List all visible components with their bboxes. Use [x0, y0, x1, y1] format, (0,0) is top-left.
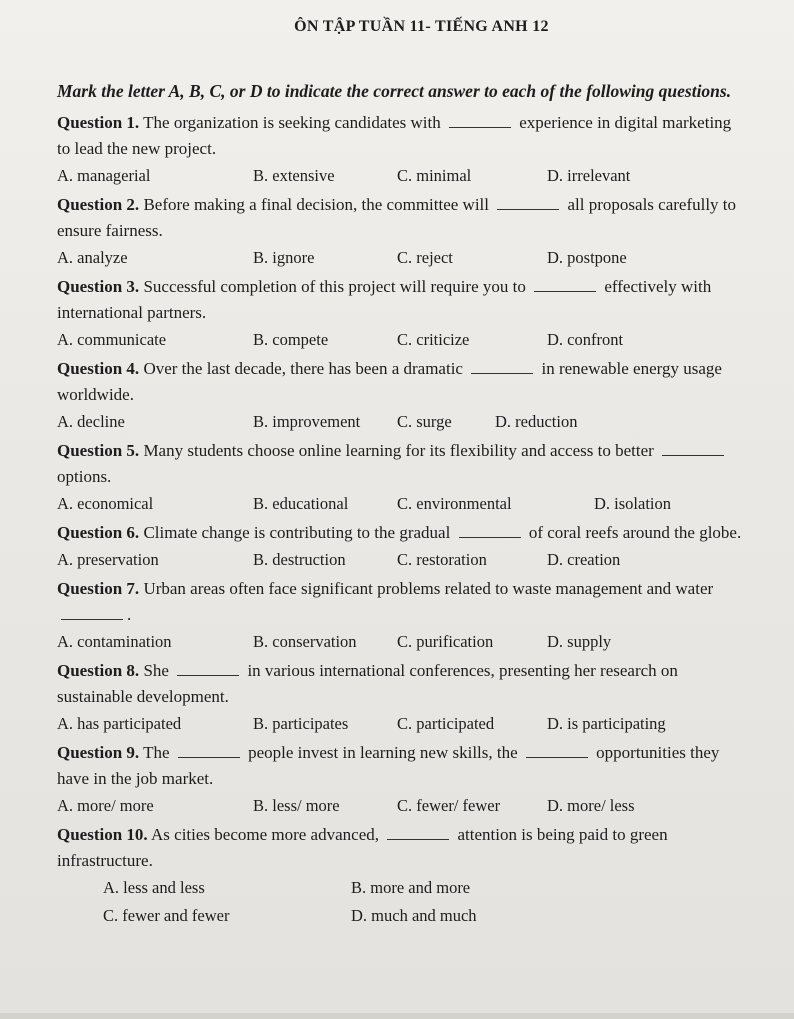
option-b: B. participates — [253, 714, 349, 733]
question-stem-start: Many students choose online learning for its flexibility and access to better — [143, 441, 654, 460]
question-stem-end: all proposals carefully to ensure fairness. — [57, 195, 737, 240]
options-row — [57, 710, 746, 738]
option-d: D. much and much — [351, 906, 477, 925]
question-stem-end: in various international conferences, presenting her research on sustainable development. — [57, 661, 678, 706]
answer-blank — [178, 743, 240, 758]
options-row — [57, 490, 746, 518]
question-stem-end: . — [127, 605, 132, 624]
question-label: Question 8. — [57, 661, 140, 680]
question-stem-start: Urban areas often face significant problems related to waste management and water — [143, 579, 714, 598]
options-grid — [57, 874, 746, 930]
answer-blank — [471, 359, 533, 374]
question-5 — [57, 438, 746, 490]
answer-blank — [177, 661, 239, 676]
option-d: D. postpone — [547, 248, 627, 267]
question-stem-end: in renewable energy usage worldwide. — [57, 359, 722, 404]
options-row — [57, 244, 746, 272]
question-9 — [57, 740, 746, 792]
question-7 — [57, 576, 746, 628]
answer-blank — [526, 743, 588, 758]
option-b: B. conservation — [253, 632, 357, 651]
answer-blank — [534, 277, 596, 292]
options-row — [57, 792, 746, 820]
question-label: Question 1. — [57, 113, 140, 132]
option-a: A. less and less — [103, 878, 205, 897]
question-stem-start: Successful completion of this project will require you to — [143, 277, 526, 296]
option-b: B. less/ more — [253, 796, 340, 815]
option-a: A. more/ more — [57, 796, 154, 815]
option-a: A. analyze — [57, 248, 128, 267]
option-c: C. reject — [397, 248, 453, 267]
option-a: A. decline — [57, 412, 125, 431]
question-label: Question 10. — [57, 825, 148, 844]
option-a: A. communicate — [57, 330, 167, 349]
option-c: C. fewer and fewer — [103, 906, 230, 925]
option-b: B. extensive — [253, 166, 335, 185]
question-stem-end: experience in digital marketing to lead the new project. — [57, 113, 732, 158]
question-6 — [57, 520, 746, 546]
option-a: A. has participated — [57, 714, 182, 733]
option-b: B. compete — [253, 330, 329, 349]
option-a: A. contamination — [57, 632, 172, 651]
question-label: Question 7. — [57, 579, 140, 598]
question-stem-start: As cities become more advanced, — [151, 825, 379, 844]
instruction-text: Mark the letter A, B, C, or D to indicate the correct answer to each of the following questions. — [57, 81, 732, 101]
option-d: D. irrelevant — [547, 166, 631, 185]
question-stem-start: Before making a final decision, the committee will — [143, 195, 489, 214]
option-c: C. criticize — [397, 330, 470, 349]
question-stem-middle: people invest in learning new skills, the — [248, 743, 518, 762]
answer-blank — [459, 523, 521, 538]
option-d: D. more/ less — [547, 796, 635, 815]
option-c: C. surge — [397, 412, 452, 431]
question-8 — [57, 658, 746, 710]
question-2 — [57, 192, 746, 244]
options-row — [57, 628, 746, 656]
question-stem-end: effectively with international partners. — [57, 277, 712, 322]
option-d: D. reduction — [495, 412, 578, 431]
answer-blank — [449, 113, 511, 128]
option-c: C. purification — [397, 632, 494, 651]
question-label: Question 3. — [57, 277, 140, 296]
options-row — [57, 408, 746, 436]
option-a: A. preservation — [57, 550, 159, 569]
option-b: B. improvement — [253, 412, 361, 431]
question-stem-start: The organization is seeking candidates with — [143, 113, 441, 132]
question-stem-start: She — [143, 661, 169, 680]
question-stem-start: The — [143, 743, 170, 762]
answer-blank — [497, 195, 559, 210]
question-3 — [57, 274, 746, 326]
option-b: B. ignore — [253, 248, 315, 267]
question-10 — [57, 822, 746, 874]
question-label: Question 6. — [57, 523, 140, 542]
question-4 — [57, 356, 746, 408]
question-stem-start: Climate change is contributing to the gradual — [143, 523, 451, 542]
option-d: D. supply — [547, 632, 612, 651]
question-stem-end: of coral reefs around the globe. — [528, 523, 742, 542]
option-c: C. minimal — [397, 166, 472, 185]
option-b: B. more and more — [351, 878, 471, 897]
question-label: Question 5. — [57, 441, 140, 460]
option-b: B. educational — [253, 494, 349, 513]
answer-blank — [61, 605, 123, 620]
answer-blank — [662, 441, 724, 456]
question-label: Question 9. — [57, 743, 140, 762]
question-label: Question 2. — [57, 195, 140, 214]
option-d: D. confront — [547, 330, 624, 349]
option-d: D. creation — [547, 550, 621, 569]
options-row — [57, 326, 746, 354]
option-d: D. is participating — [547, 714, 666, 733]
question-stem-end: options. — [57, 467, 112, 486]
question-stem-start: Over the last decade, there has been a dramatic — [143, 359, 463, 378]
options-row — [57, 546, 746, 574]
page-bottom-edge — [0, 1013, 794, 1019]
question-stem-end: opportunities they have in the job market. — [57, 743, 720, 788]
option-c: C. restoration — [397, 550, 487, 569]
question-1 — [57, 110, 746, 162]
option-c: C. participated — [397, 714, 495, 733]
option-d: D. isolation — [594, 494, 671, 513]
option-c: C. environmental — [397, 494, 512, 513]
question-label: Question 4. — [57, 359, 140, 378]
page-title: ÔN TẬP TUẦN 11- TIẾNG ANH 12 — [294, 18, 549, 35]
option-b: B. destruction — [253, 550, 346, 569]
question-stem-end: attention is being paid to green infrastructure. — [57, 825, 668, 870]
options-row — [57, 162, 746, 190]
answer-blank — [387, 825, 449, 840]
option-c: C. fewer/ fewer — [397, 796, 501, 815]
option-a: A. economical — [57, 494, 154, 513]
option-a: A. managerial — [57, 166, 151, 185]
